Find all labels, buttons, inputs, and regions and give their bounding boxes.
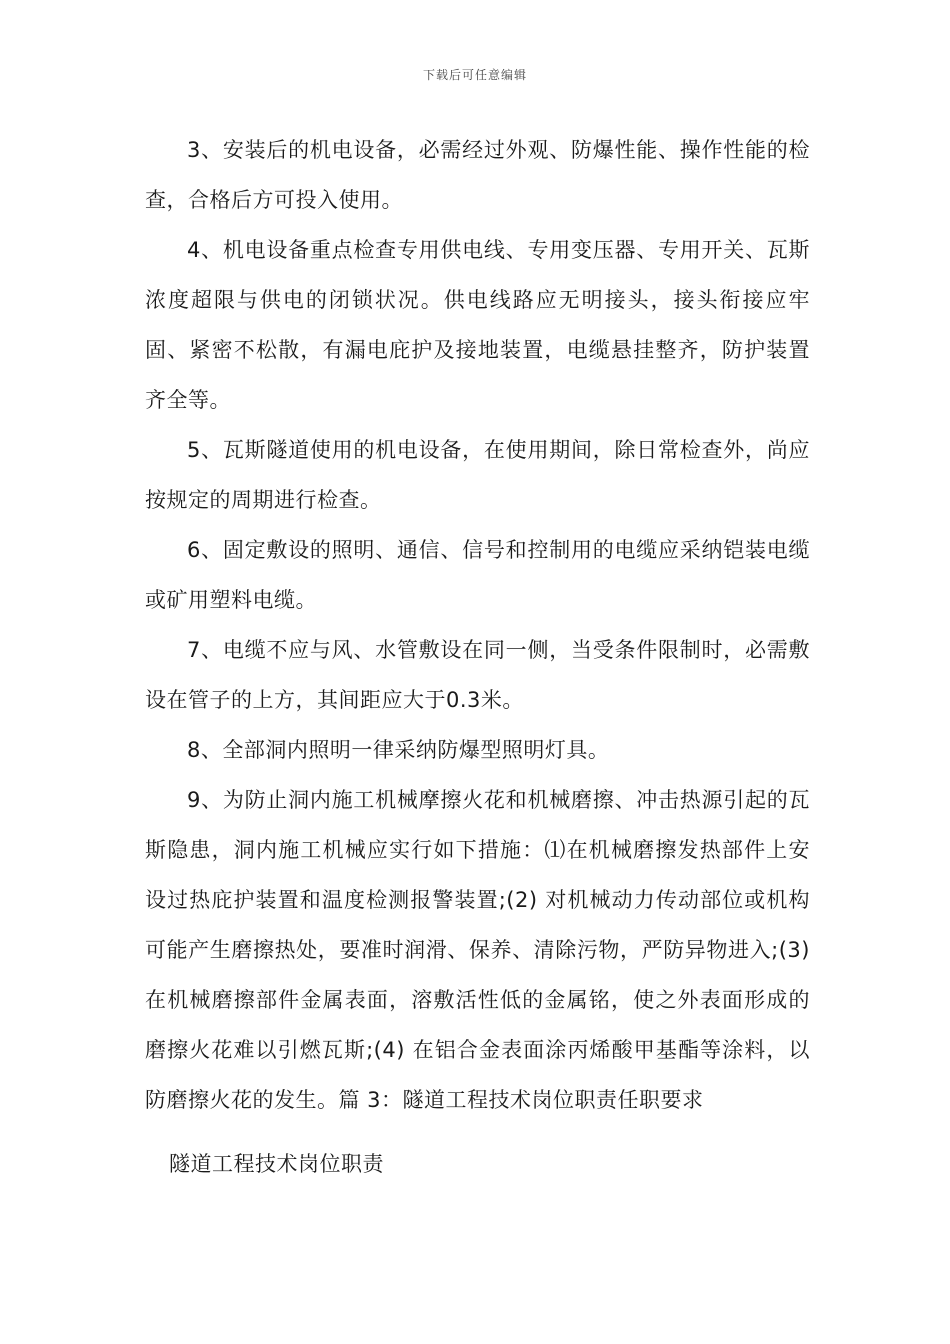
paragraph-item-5: 5、瓦斯隧道使用的机电设备，在使用期间，除日常检查外，尚应按规定的周期进行检查。 — [145, 438, 810, 512]
header-note: 下载后可任意编辑 — [422, 68, 527, 82]
section-subheading: 隧道工程技术岗位职责 — [169, 1152, 384, 1176]
paragraph-item-8: 8、全部洞内照明一律采纳防爆型照明灯具。 — [187, 738, 610, 762]
paragraph-item-7: 7、电缆不应与风、水管敷设在同一侧，当受条件限制时，必需敷设在管子的上方，其间距应大于0.3米。 — [145, 638, 810, 712]
document-body — [145, 125, 810, 1189]
paragraph-item-4: 4、机电设备重点检查专用供电线、专用变压器、专用开关、瓦斯浓度超限与供电的闭锁状况。供电线路应无明接头，接头衔接应牢固、紧密不松散，有漏电庇护及接地装置，电缆悬挂整齐，防护装置齐全等。 — [145, 238, 810, 412]
paragraph-item-3: 3、安装后的机电设备，必需经过外观、防爆性能、操作性能的检查，合格后方可投入使用。 — [145, 138, 810, 212]
paragraph-item-9: 9、为防止洞内施工机械摩擦火花和机械磨擦、冲击热源引起的瓦斯隐患，洞内施工机械应实行如下措施：⑴在机械磨擦发热部件上安设过热庇护装置和温度检测报警装置;(2) 对机械动力传动部位或机构可能产生磨擦热处，要准时润滑、保养、清除污物，严防异物进入;(3) 在机械磨擦部件金属表面，溶敷活性低的金属铭，使之外表面形成的磨擦火花难以引燃瓦斯;(4) 在铝合金表面涂丙烯酸甲基酯等涂料，以防磨擦火花的发生。篇 3：隧道工程技术岗位职责任职要求 — [145, 788, 810, 1112]
paragraph-item-6: 6、固定敷设的照明、通信、信号和控制用的电缆应采纳铠装电缆或矿用塑料电缆。 — [145, 538, 810, 612]
